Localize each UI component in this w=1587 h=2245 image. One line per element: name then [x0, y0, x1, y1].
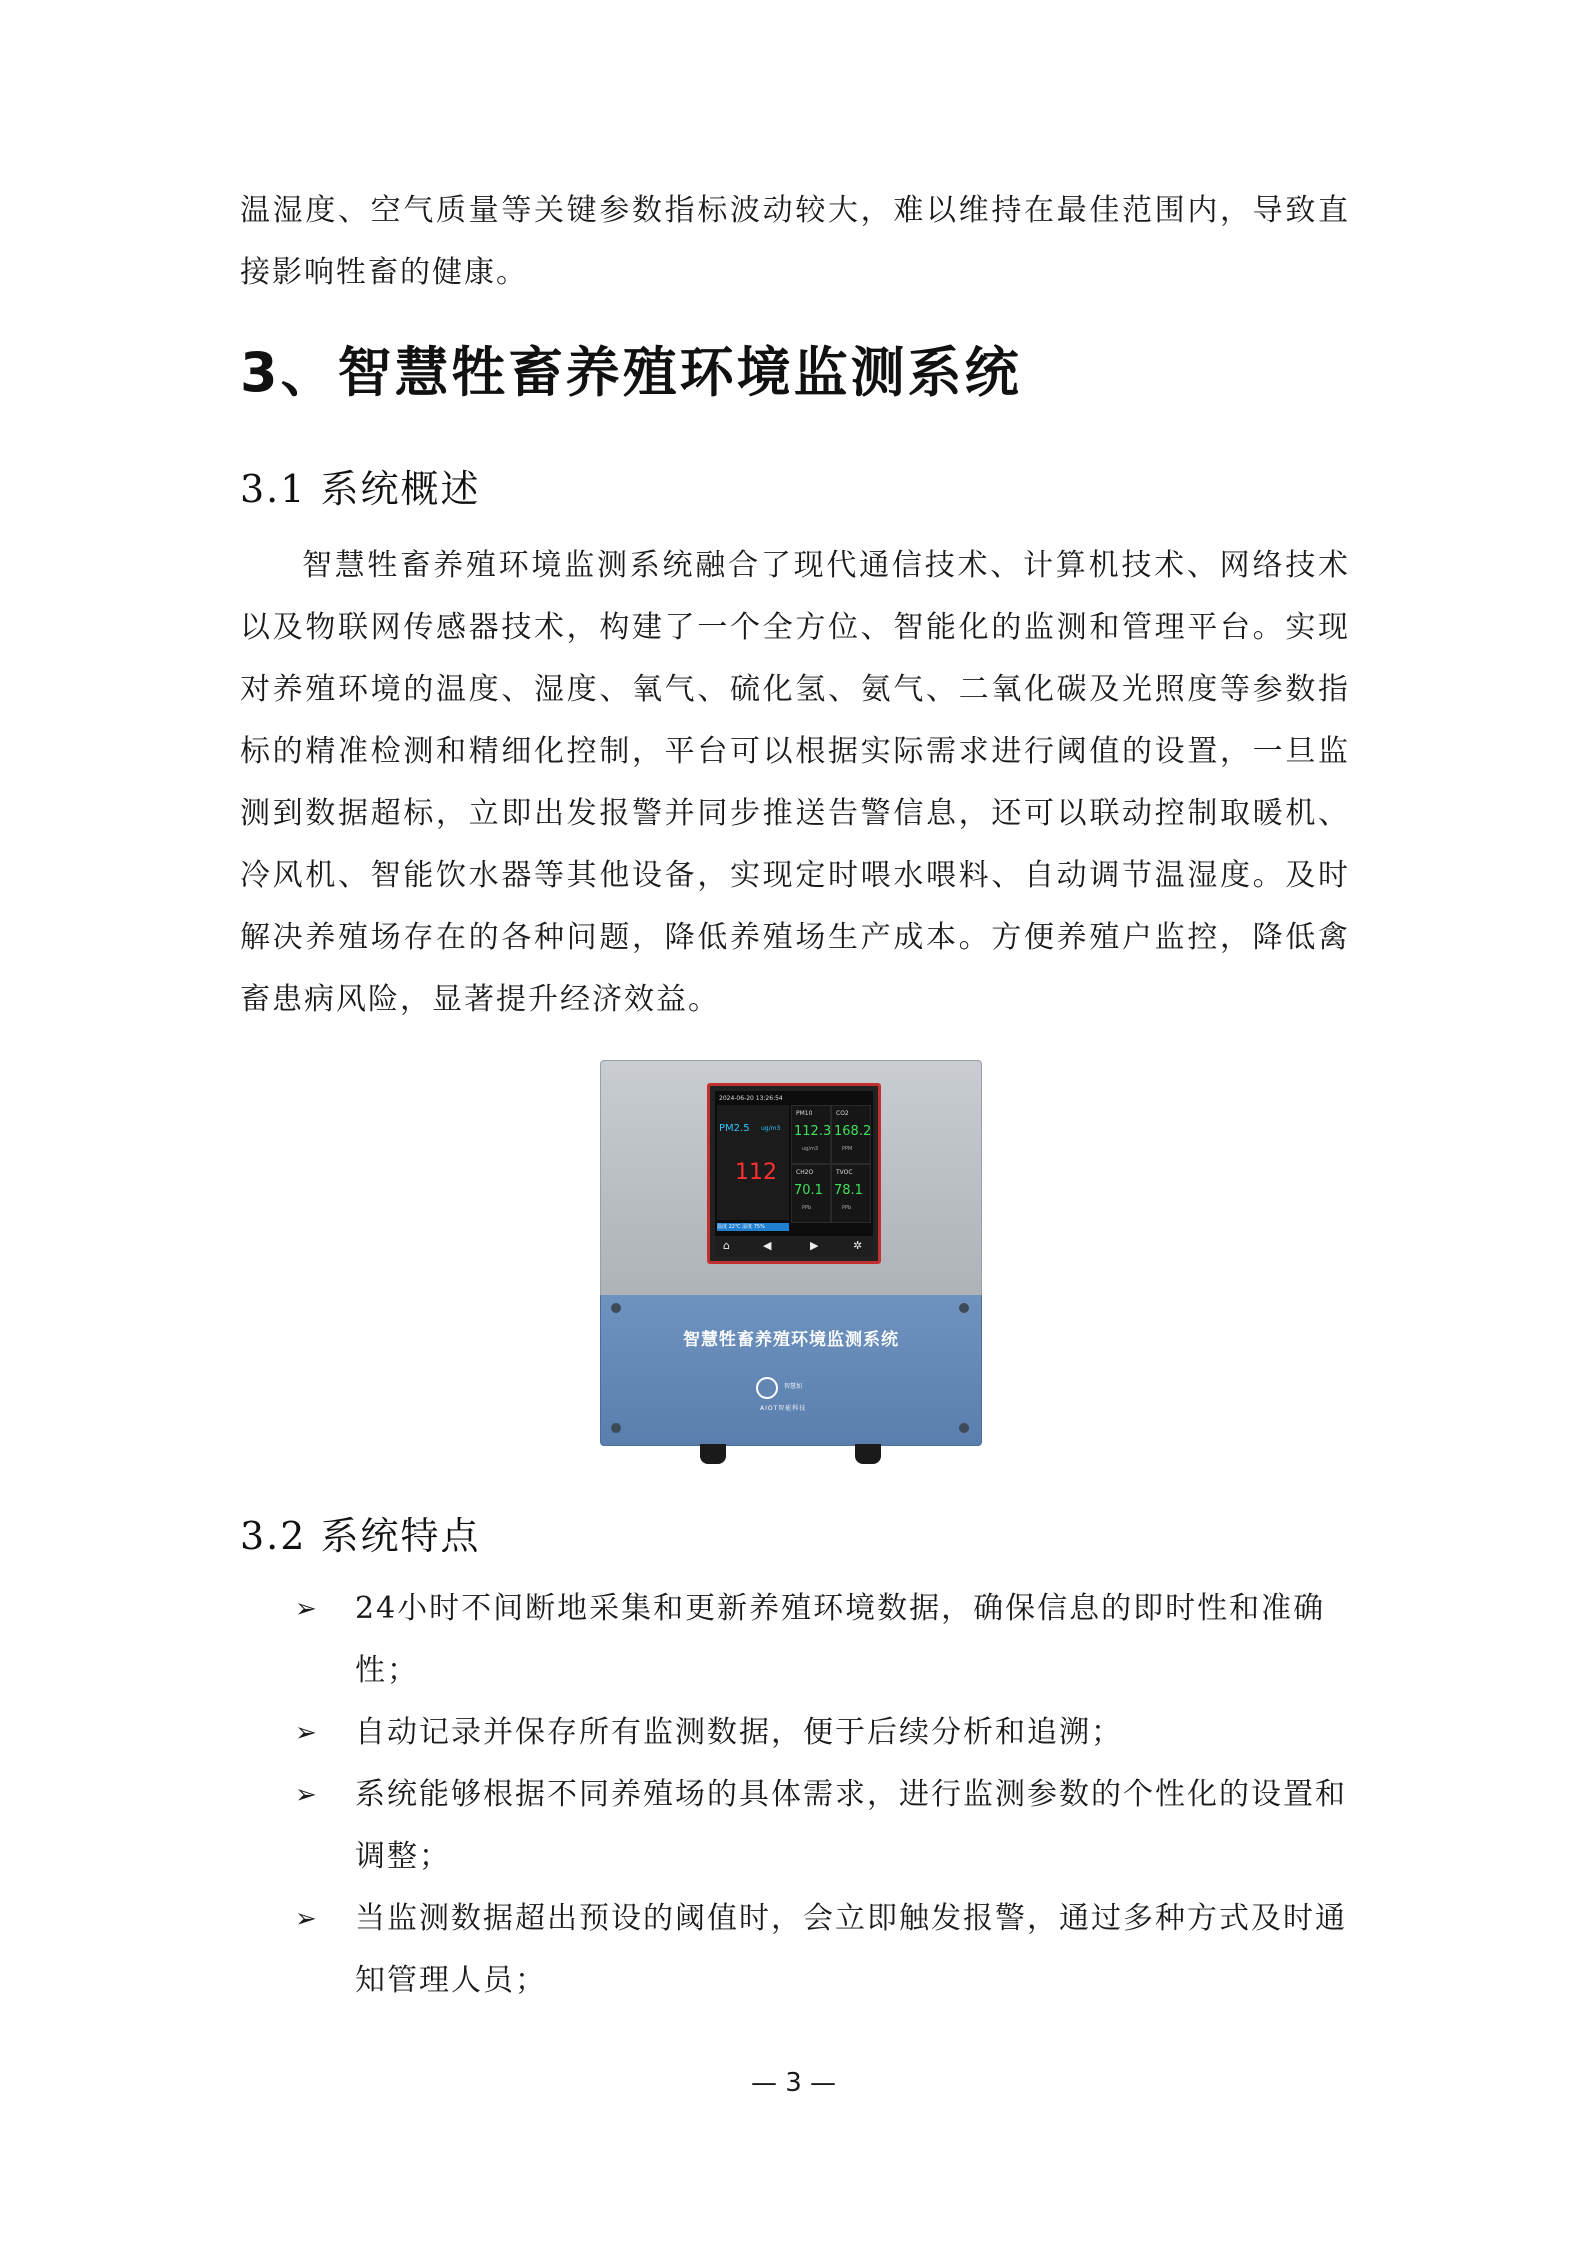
screen-cell-pm10 — [791, 1105, 831, 1164]
screen-cell-unit: ug/m3 — [802, 1146, 819, 1152]
arrow-bullet-icon: ➢ — [295, 1594, 319, 1624]
gear-icon[interactable]: ✲ — [853, 1239, 863, 1252]
cable-connector — [855, 1444, 881, 1464]
device-panel-title: 智慧牲畜养殖环境监测系统 — [683, 1330, 899, 1350]
arrow-bullet-icon: ➢ — [295, 1718, 319, 1748]
screw-icon — [959, 1303, 969, 1313]
cable-connector — [700, 1444, 726, 1464]
list-item-text: 系统能够根据不同养殖场的具体需求，进行监测参数的个性化的设置和调整； — [355, 1777, 1347, 1874]
screen-cell-label: PM10 — [796, 1110, 813, 1117]
screw-icon — [959, 1423, 969, 1433]
screen-cell-unit: PPb — [842, 1205, 852, 1211]
device-screen-frame — [707, 1083, 881, 1264]
intro-paragraph: 温湿度、空气质量等关键参数指标波动较大，难以维持在最佳范围内，导致直接影响牲畜的健康。 — [240, 193, 1350, 290]
screen-cell-unit: PPb — [802, 1205, 812, 1211]
arrow-bullet-icon: ➢ — [295, 1904, 319, 1934]
screen-cell-value: 168.2 — [834, 1124, 872, 1139]
screen-cell-value: 70.1 — [794, 1183, 823, 1198]
monitoring-device-photo — [600, 1060, 980, 1460]
device-brand-name: 智慧加 — [784, 1383, 803, 1390]
list-item-text: 24小时不间断地采集和更新养殖环境数据，确保信息的即时性和准确性； — [355, 1591, 1326, 1688]
screen-pm25-value: 112 — [735, 1160, 777, 1185]
list-item-text: 当监测数据超出预设的阈值时，会立即触发报警，通过多种方式及时通知管理人员； — [355, 1901, 1347, 1998]
screen-status-bar: 温度 22℃ 湿度 75% — [717, 1223, 789, 1231]
arrow-right-icon[interactable]: ▶ — [810, 1239, 819, 1252]
logo-circle-icon — [756, 1377, 778, 1399]
device-brand-sub: AIOT智能科技 — [760, 1405, 807, 1412]
screen-pm25-unit: ug/m3 — [761, 1125, 781, 1132]
list-item — [295, 1888, 1355, 2012]
screw-icon — [611, 1423, 621, 1433]
home-icon[interactable]: ⌂ — [723, 1239, 730, 1252]
device-lower-panel — [600, 1295, 982, 1446]
overview-paragraph: 智慧牲畜养殖环境监测系统融合了现代通信技术、计算机技术、网络技术以及物联网传感器技术，构建了一个全方位、智能化的监测和管理平台。实现对养殖环境的温度、湿度、氧气、硫化氢、氨气、二氧化碳及光照度等参数指标的精准检测和精细化控制，平台可以根据实际需求进行阈值的设置，一旦监测到数据超标，立即出发报警并同步推送告警信息，还可以联动控制取暖机、冷风机、智能饮水器等其他设备，实现定时喂水喂料、自动调节温湿度。及时解决养殖场存在的各种问题，降低养殖场生产成本。方便养殖户监控，降低禽畜患病风险，显著提升经济效益。 — [240, 548, 1350, 1017]
screw-icon — [611, 1303, 621, 1313]
screen-cell-unit: PPM — [842, 1146, 853, 1152]
screen-pm25-label: PM2.5 — [719, 1123, 750, 1134]
list-item — [295, 1702, 1355, 1764]
screen-date: 2024-06-20 13:26:54 — [719, 1095, 783, 1102]
screen-cell-co2 — [831, 1105, 871, 1164]
arrow-left-icon[interactable]: ◀ — [763, 1239, 772, 1252]
screen-cell-value: 112.3 — [794, 1124, 832, 1139]
subsection-title-overview: 3.1 系统概述 — [240, 467, 481, 511]
screen-cell-tvoc — [831, 1164, 871, 1223]
device-screen — [715, 1091, 873, 1256]
device-brand-logo — [756, 1377, 826, 1417]
screen-nav-bar — [715, 1236, 873, 1256]
section-title: 3、智慧牲畜养殖环境监测系统 — [240, 341, 1022, 404]
screen-cell-ch2o — [791, 1164, 831, 1223]
screen-cell-value: 78.1 — [834, 1183, 863, 1198]
list-item — [295, 1764, 1355, 1888]
arrow-bullet-icon: ➢ — [295, 1780, 319, 1810]
page-number: — 3 — — [750, 2068, 837, 2098]
screen-cell-label: CH2O — [796, 1169, 814, 1176]
list-item — [295, 1578, 1355, 1702]
list-item-text: 自动记录并保存所有监测数据，便于后续分析和追溯； — [355, 1715, 1123, 1750]
feature-list — [295, 1578, 1355, 2012]
screen-cell-label: TVOC — [836, 1169, 853, 1176]
screen-cell-label: CO2 — [836, 1110, 849, 1117]
screen-pm25-panel — [717, 1105, 789, 1220]
subsection-title-features: 3.2 系统特点 — [240, 1514, 481, 1558]
device-upper-housing — [600, 1060, 982, 1297]
